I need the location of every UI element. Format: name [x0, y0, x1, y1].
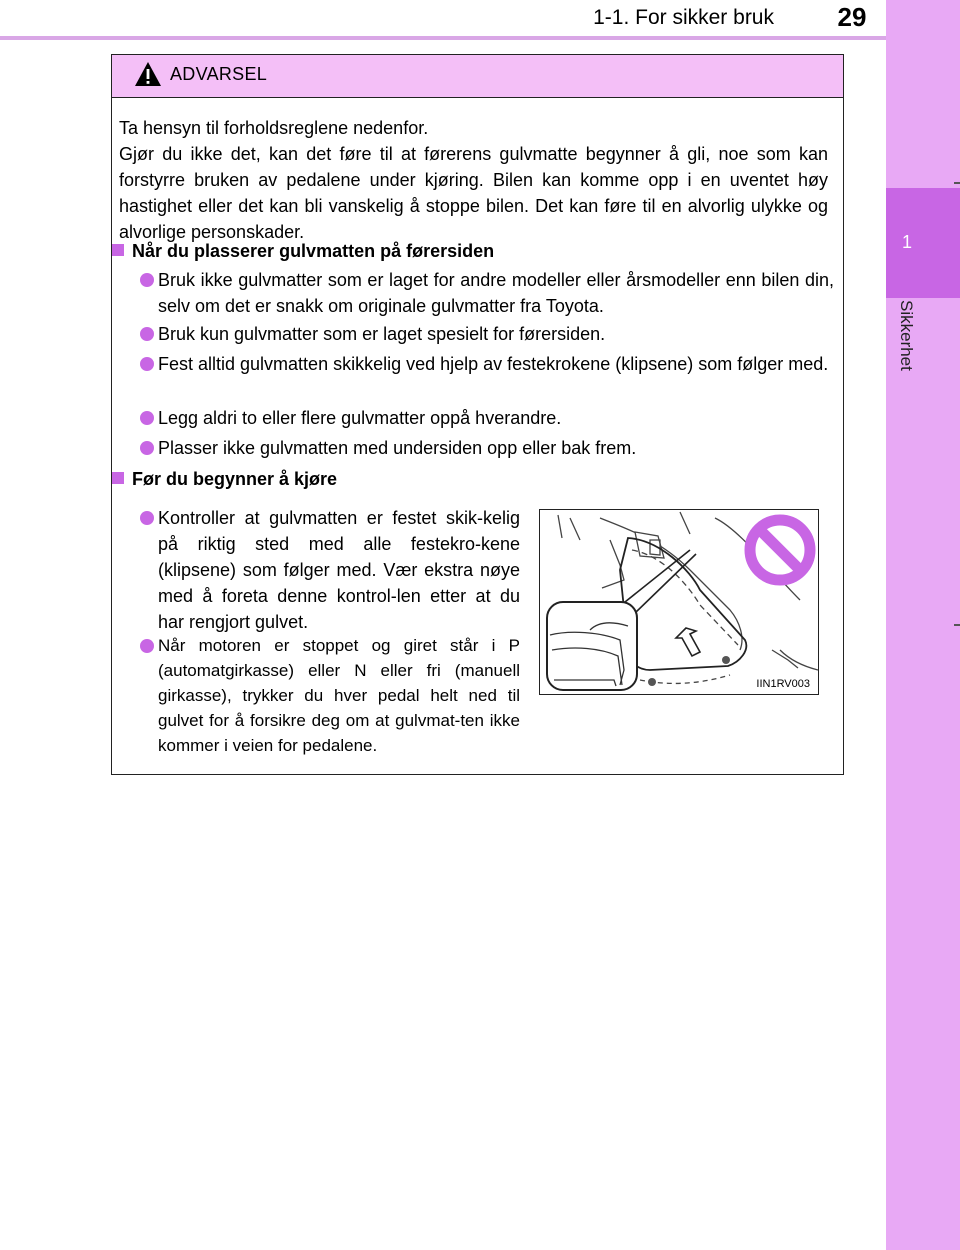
chapter-name-text: Sikkerhet [897, 300, 916, 371]
warning-triangle-icon [134, 61, 162, 87]
tab-tick-top [954, 182, 960, 184]
warning-header [112, 55, 843, 98]
bullet-dot-icon [140, 639, 154, 653]
arrow-icon [676, 628, 700, 656]
bullet-dot-icon [140, 511, 154, 525]
list-item: Plasser ikke gulvmatten med undersiden opp eller bak frem. [142, 435, 834, 461]
bullet-dot-icon [140, 411, 154, 425]
bullet-dot-icon [140, 441, 154, 455]
list-item: Fest alltid gulvmatten skikkelig ved hjelp av festekrokene (klipsene) som følger med. [142, 351, 834, 377]
header-rule [0, 36, 886, 40]
warning-intro [119, 115, 828, 245]
detail-inset [547, 602, 637, 690]
chapter-name [890, 300, 920, 410]
bullet-dot-icon [140, 327, 154, 341]
warning-label: ADVARSEL [170, 64, 268, 84]
floor-mat-illustration [539, 509, 819, 695]
figure-code: IIN1RV003 [756, 678, 810, 690]
section-heading-text: Når du plasserer gulvmatten på førersiden [132, 241, 495, 261]
chapter-number: 1 [901, 232, 912, 252]
intro-body: Gjør du ikke det, kan det føre til at førerens gulvmatte begynner å gli, noe som kan forstyrre bruken av pedalene under kjøring. Bilen kan komme opp i en uventet høy hastighet eller det kan bli vanskelig å stoppe bilen. Det kan føre til en alvorlig ulykke og alvorlige personskader. [119, 144, 828, 242]
list-item: Bruk kun gulvmatter som er laget spesielt for førersiden. [142, 321, 834, 347]
bullet-dot-icon [140, 357, 154, 371]
tab-tick-bottom [954, 624, 960, 626]
list-item: Kontroller at gulvmatten er festet skik-kelig på riktig sted med alle festekro-kene (klipsene) som følger med. Vær ekstra nøye med å foreta denne kontrol-len etter at du har rengjort gulvet. [142, 505, 520, 635]
bullet-dot-icon [140, 273, 154, 287]
section-heading-driver-mat [112, 241, 494, 262]
section-heading-text: Før du begynner å kjøre [132, 469, 338, 489]
floor-mat-drawing [540, 510, 819, 695]
intro-lead: Ta hensyn til forholdsreglene nedenfor. [119, 118, 429, 138]
square-bullet-icon [112, 244, 124, 256]
list-item: Når motoren er stoppet og giret står i P (automatgirkasse) eller N eller fri (manuell girkasse), trykker du hver pedal helt ned til gulvet for å forsikre deg om at gulvmat-ten ikke kommer i veien for pedalene. [142, 633, 520, 758]
section-heading-before-driving [112, 469, 337, 490]
warning-box [111, 54, 844, 775]
page-number: 29 [837, 2, 867, 32]
section-title: 1-1. For sikker bruk [593, 6, 774, 29]
square-bullet-icon [112, 472, 124, 484]
list-item: Bruk ikke gulvmatter som er laget for andre modeller eller årsmodeller enn bilen din, selv om det er snakk om originale gulvmatter fra Toyota. [142, 267, 834, 319]
list-item: Legg aldri to eller flere gulvmatter oppå hverandre. [142, 405, 834, 431]
